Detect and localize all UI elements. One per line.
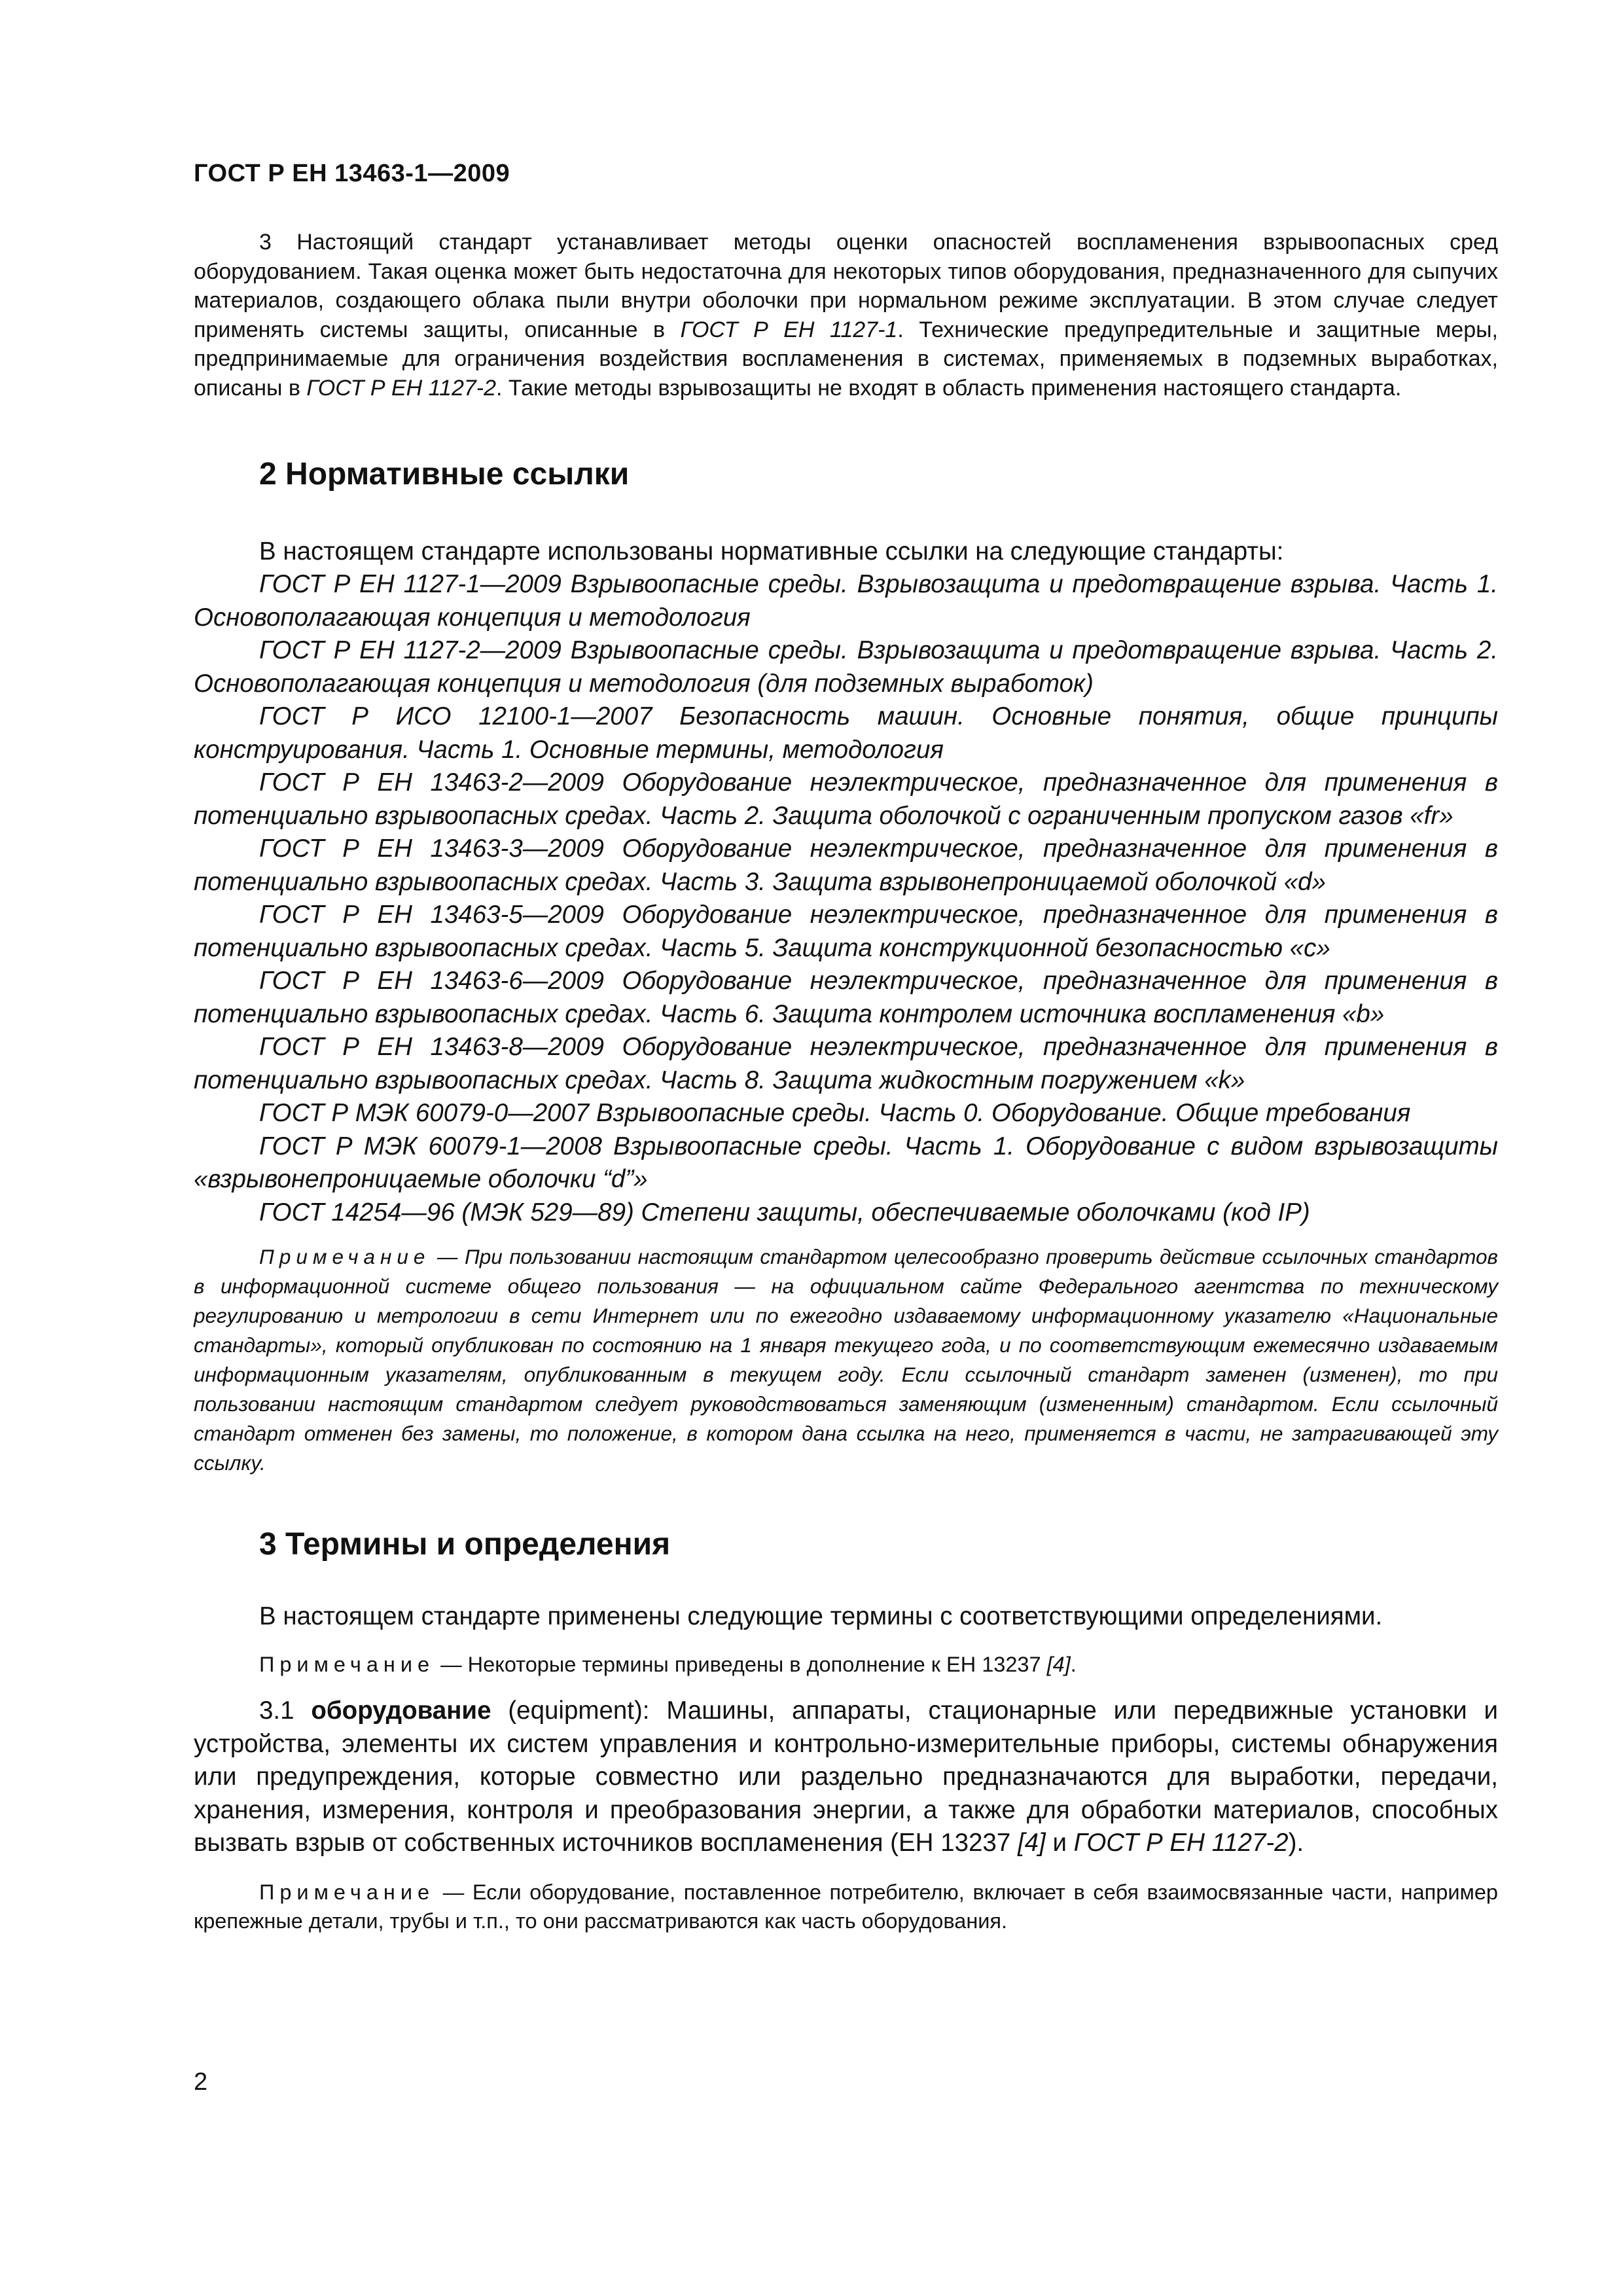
scope-text-2: . Технические предупредительные и защитные меры, предпринимаемые для ограничения воздействия воспламенения в системах, применяемых в подземных выработках, описаны в [194,317,1498,401]
scope-text-3: . Такие методы взрывозащиты не входят в область применения настоящего стандарта. [496,375,1402,401]
normative-reference: ГОСТ Р МЭК 60079-1—2008 Взрывоопасные среды. Часть 1. Оборудование с видом взрывозащиты «взрывонепроницаемые оболочки “d”» [194,1132,1498,1194]
section-2-intro: В настоящем стандарте использованы нормативные ссылки на следующие стандарты: [259,537,1284,565]
term-ref-1: [4] [1017,1829,1046,1857]
term-definition-3-1 [194,1695,1498,1860]
scope-ref-2: ГОСТ Р ЕН 1127-2 [306,375,496,401]
note-text: — При пользовании настоящим стандартом целесообразно проверить действие ссылочных стандартов в информационной системе общего пользования — на официальном сайте Федерального агентства по техническому регулированию и метрологии в сети Интернет или по ежегодно издаваемому информационному указателю «Национальные стандарты», который опубликован по состоянию на 1 января текущего года, и по соответствующим ежемесячно издаваемым информационным указателям, опубликованным в текущем году. Если ссылочный стандарт заменен (изменен), то при пользовании настоящим стандартом следует руководствоваться заменяющим (измененным) стандартом. Если ссылочный стандарт отменен без замены, то положение, в котором дана ссылка на него, применяется в части, не затрагивающей эту ссылку. [194,1245,1498,1475]
section-2-heading: 2 Нормативные ссылки [259,456,630,492]
note-label: Примечание [259,1652,435,1676]
scope-paragraph-3 [194,228,1498,403]
normative-reference: ГОСТ Р ЕН 13463-2—2009 Оборудование неэлектрическое, предназначенное для применения в потенциально взрывоопасных средах. Часть 2. Защита оболочкой с ограниченным пропуском газов «fr» [194,768,1498,830]
section-3-note-2 [194,1878,1498,1936]
scope-ref-1: ГОСТ Р ЕН 1127-1 [680,317,898,342]
section-3-note-1 [194,1650,1498,1679]
term-word: оборудование [311,1696,491,1725]
note-label: Примечание [259,1880,435,1904]
normative-reference: ГОСТ Р ЕН 13463-5—2009 Оборудование неэлектрическое, предназначенное для применения в потенциально взрывоопасных средах. Часть 5. Защита конструкционной безопасностью «с» [194,901,1498,962]
document-header: ГОСТ Р ЕН 13463-1—2009 [194,160,510,187]
normative-reference: ГОСТ Р МЭК 60079-0—2007 Взрывоопасные среды. Часть 0. Оборудование. Общие требования [259,1099,1411,1128]
normative-reference: ГОСТ 14254—96 (МЭК 529—89) Степени защиты, обеспечиваемые оболочками (код IP) [259,1198,1310,1227]
section-3-heading: 3 Термины и определения [259,1527,671,1562]
section-3-intro: В настоящем стандарте применены следующие термины с соответствующими определениями. [259,1602,1383,1631]
note-end: . [1070,1652,1077,1676]
term-end: ). [1288,1829,1304,1857]
normative-reference: ГОСТ Р ИСО 12100-1—2007 Безопасность машин. Основные понятия, общие принципы конструирования. Часть 1. Основные термины, методология [194,702,1498,764]
note-ref: [4] [1046,1652,1071,1676]
normative-reference: ГОСТ Р ЕН 13463-8—2009 Оборудование неэлектрическое, предназначенное для применения в потенциально взрывоопасных средах. Часть 8. Защита жидкостным погружением «k» [194,1033,1498,1094]
term-ref-2: ГОСТ Р ЕН 1127-2 [1073,1829,1289,1857]
note-text: — Если оборудование, поставленное потребителю, включает в себя взаимосвязанные части, например крепежные детали, трубы и т.п., то они рассматриваются как часть оборудования. [194,1880,1498,1933]
page-number: 2 [194,2068,208,2096]
term-definition-text: Машины, аппараты, стационарные или передвижные установки и устройства, элементы их систем управления и контрольно-измерительные приборы, системы обнаружения или предупреждения, которые совместно или раздельно предназначаются для выработки, передачи, хранения, измерения, контроля и преобразования энергии, а также для обработки материалов, способных вызвать взрыв от собственных источников воспламенения (ЕН 13237 [194,1696,1499,1857]
normative-reference: ГОСТ Р ЕН 13463-3—2009 Оборудование неэлектрическое, предназначенное для применения в потенциально взрывоопасных средах. Часть 3. Защита взрывонепроницаемой оболочкой «d» [194,834,1498,896]
term-english: (equipment): [491,1696,667,1725]
scope-text-1: 3 Настоящий стандарт устанавливает методы оценки опасностей воспламенения взрывоопасных сред оборудованием. Такая оценка может быть недостаточна для некоторых типов оборудования, предназначенного для сыпучих материалов, создающего облака пыли внутри оболочки при нормальном режиме эксплуатации. В этом случае следует применять системы защиты, описанные в [194,230,1498,342]
normative-reference: ГОСТ Р ЕН 1127-1—2009 Взрывоопасные среды. Взрывозащита и предотвращение взрыва. Часть 1. Основополагающая концепция и методология [194,570,1498,632]
normative-reference: ГОСТ Р ЕН 13463-6—2009 Оборудование неэлектрическое, предназначенное для применения в потенциально взрывоопасных средах. Часть 6. Защита контролем источника воспламенения «b» [194,967,1498,1028]
term-number: 3.1 [259,1696,312,1725]
note-label: Примечание [259,1245,431,1269]
term-mid: и [1045,1829,1074,1857]
section-2-note [194,1242,1498,1478]
note-text: — Некоторые термины приведены в дополнение к ЕН 13237 [435,1652,1047,1676]
normative-reference: ГОСТ Р ЕН 1127-2—2009 Взрывоопасные среды. Взрывозащита и предотвращение взрыва. Часть 2. Основополагающая концепция и методология (для подземных выработок) [194,636,1498,698]
page-content [194,228,1498,1936]
